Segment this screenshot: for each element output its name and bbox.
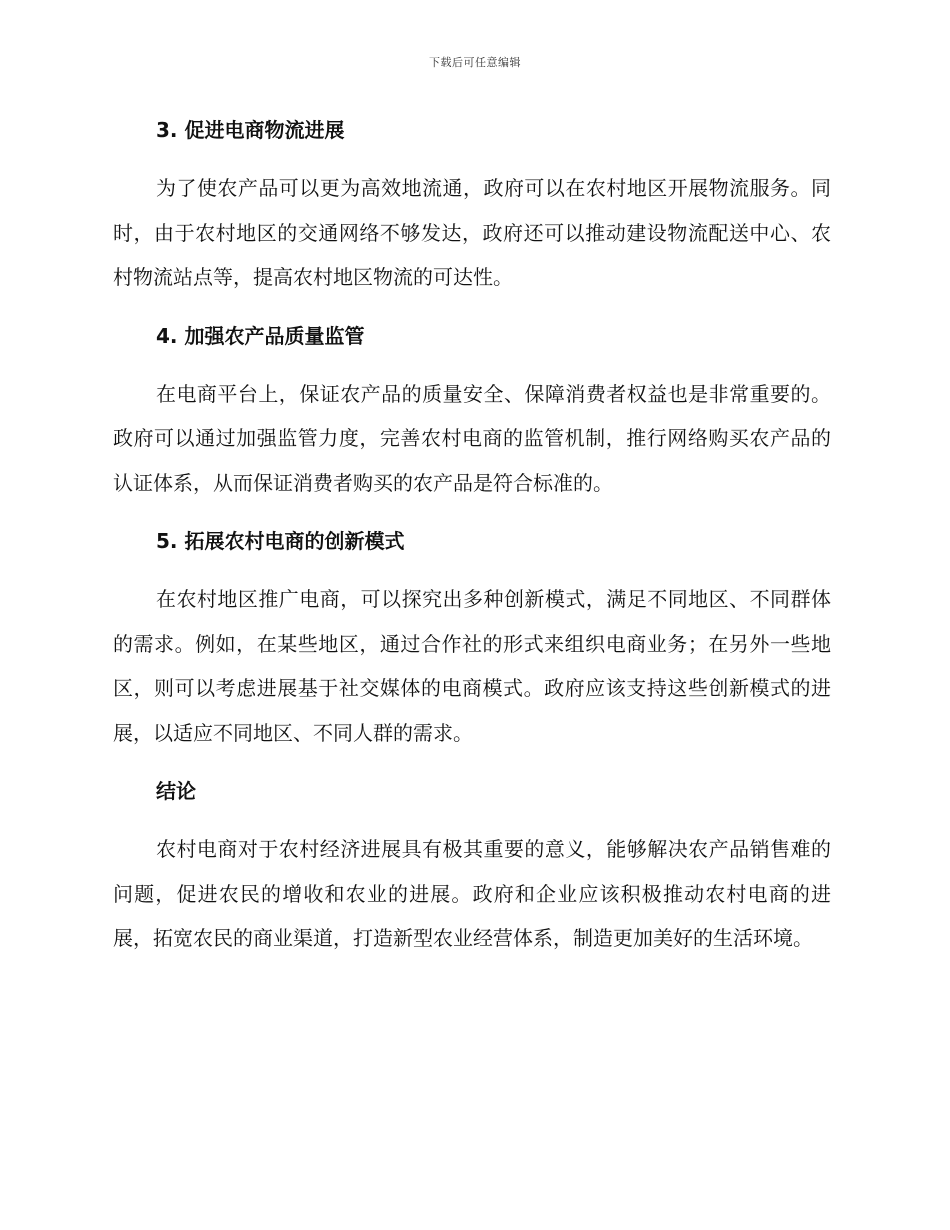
- section-paragraph-innovation: 在农村地区推广电商，可以探究出多种创新模式，满足不同地区、不同群体的需求。例如，在某些地区，通过合作社的形式来组织电商业务；在另外一些地区，则可以考虑进展基于社交媒体的电商模式。政府应该支持这些创新模式的进展，以适应不同地区、不同人群的需求。: [113, 587, 831, 745]
- page-header: 下载后可任意编辑: [429, 56, 521, 69]
- section-heading-innovation: 5. 拓展农村电商的创新模式: [156, 529, 405, 553]
- section-heading-quality: 4. 加强农产品质量监管: [156, 323, 365, 348]
- section-paragraph-logistics: 为了使农产品可以更为高效地流通，政府可以在农村地区开展物流服务。同时，由于农村地区的交通网络不够发达，政府还可以推动建设物流配送中心、农村物流站点等，提高农村地区物流的可达性。: [113, 176, 831, 289]
- section-paragraph-conclusion: 农村电商对于农村经济进展具有极其重要的意义，能够解决农产品销售难的问题，促进农民的增收和农业的进展。政府和企业应该积极推动农村电商的进展，拓宽农民的商业渠道，打造新型农业经营体系，制造更加美好的生活环境。: [113, 837, 831, 950]
- section-paragraph-quality: 在电商平台上，保证农产品的质量安全、保障消费者权益也是非常重要的。政府可以通过加强监管力度，完善农村电商的监管机制，推行网络购买农产品的认证体系，从而保证消费者购买的农产品是符合标准的。: [113, 381, 831, 495]
- document-body: [113, 112, 831, 961]
- section-heading-conclusion: 结论: [156, 779, 196, 803]
- section-heading-logistics: 3. 促进电商物流进展: [156, 118, 345, 142]
